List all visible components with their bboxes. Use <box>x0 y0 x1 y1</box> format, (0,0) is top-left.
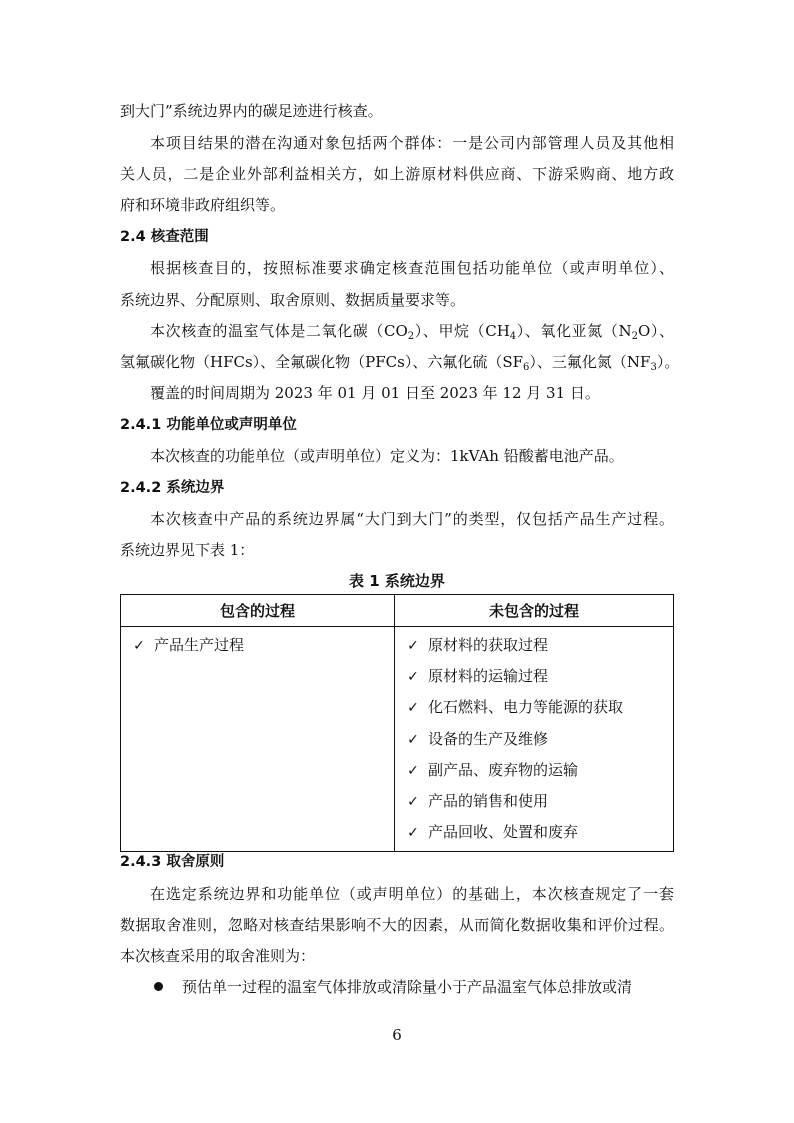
table-caption: 表 1 系统边界 <box>349 572 445 590</box>
list-item: ✓ 副产品、废弃物的运输 <box>395 758 673 789</box>
excluded-cell <box>395 627 674 852</box>
page-number: 6 <box>392 1026 402 1044</box>
list-item: ✓ 产品回收、处置和废弃 <box>395 820 673 851</box>
section-heading: 2.4 核查范围 <box>120 229 209 245</box>
list-item: ✓ 设备的生产及维修 <box>395 727 673 758</box>
paragraph-line: 本次核查的功能单位（或声明单位）定义为：1kVAh 铅酸蓄电池产品。 <box>150 447 624 465</box>
column-header-excluded: 未包含的过程 <box>395 595 674 627</box>
list-item: ✓ 原材料的运输过程 <box>395 664 673 695</box>
bullet-icon <box>154 982 163 991</box>
list-item: ✓ 化石燃料、电力等能源的获取 <box>395 695 673 726</box>
paragraph-line: 数据取舍准则，忽略对核查结果影响不大的因素，从而简化数据收集和评价过程。 <box>120 916 674 934</box>
paragraph-line: 关人员，二是企业外部利益相关方，如上游原材料供应商、下游采购商、地方政 <box>120 165 674 183</box>
paragraph-continuation: 到大门”系统边界内的碳足迹进行核查。 <box>120 102 383 120</box>
paragraph-line: 覆盖的时间周期为 2023 年 01 月 01 日至 2023 年 12 月 31 日。 <box>150 384 600 402</box>
check-icon: ✓ <box>133 638 145 654</box>
list-item: ✓ 产品的销售和使用 <box>395 789 673 820</box>
paragraph-line: 系统边界、分配原则、取舍原则、数据质量要求等。 <box>120 291 466 309</box>
check-icon: ✓ <box>407 762 419 779</box>
check-icon: ✓ <box>407 638 419 654</box>
included-cell <box>121 627 395 852</box>
paragraph-line: 本次核查采用的取舍准则为： <box>120 947 316 965</box>
list-item: ✓ 原材料的获取过程 <box>395 633 673 664</box>
paragraph-line: 本项目结果的潜在沟通对象包括两个群体：一是公司内部管理人员及其他相 <box>150 134 674 152</box>
section-heading: 2.4.2 系统边界 <box>120 480 225 496</box>
section-heading: 2.4.3 取舍原则 <box>120 854 225 870</box>
check-icon: ✓ <box>407 731 419 748</box>
list-item: ✓ 产品生产过程 <box>121 633 394 664</box>
paragraph-line: 本次核查的温室气体是二氧化碳$(CO_2)$、甲烷$(CH_4)$、氧化亚氮$(N_2O)$、 <box>150 322 674 342</box>
check-icon: ✓ <box>407 793 419 810</box>
column-header-included: 包含的过程 <box>121 595 395 627</box>
paragraph-line: 氢氟碳化物（HFCs）、全氟碳化物（PFCs）、六氟化硫$(SF_6)$、三氟化氮$(NF_3)$。 <box>120 353 680 373</box>
check-icon: ✓ <box>407 825 419 842</box>
system-boundary-table <box>120 594 674 852</box>
bullet-item: 预估单一过程的温室气体排放或清除量小于产品温室气体总排放或清 <box>154 977 674 997</box>
check-icon: ✓ <box>407 669 419 686</box>
paragraph-line: 府和环境非政府组织等。 <box>120 196 286 214</box>
paragraph-line: 系统边界见下表 1： <box>120 541 255 559</box>
check-icon: ✓ <box>407 700 419 717</box>
paragraph-line: 在选定系统边界和功能单位（或声明单位）的基础上，本次核查规定了一套 <box>150 885 674 903</box>
section-heading: 2.4.1 功能单位或声明单位 <box>120 417 297 433</box>
paragraph-line: 本次核查中产品的系统边界属“大门到大门”的类型，仅包括产品生产过程。 <box>150 510 674 528</box>
paragraph-line: 根据核查目的，按照标准要求确定核查范围包括功能单位（或声明单位）、 <box>150 259 674 277</box>
